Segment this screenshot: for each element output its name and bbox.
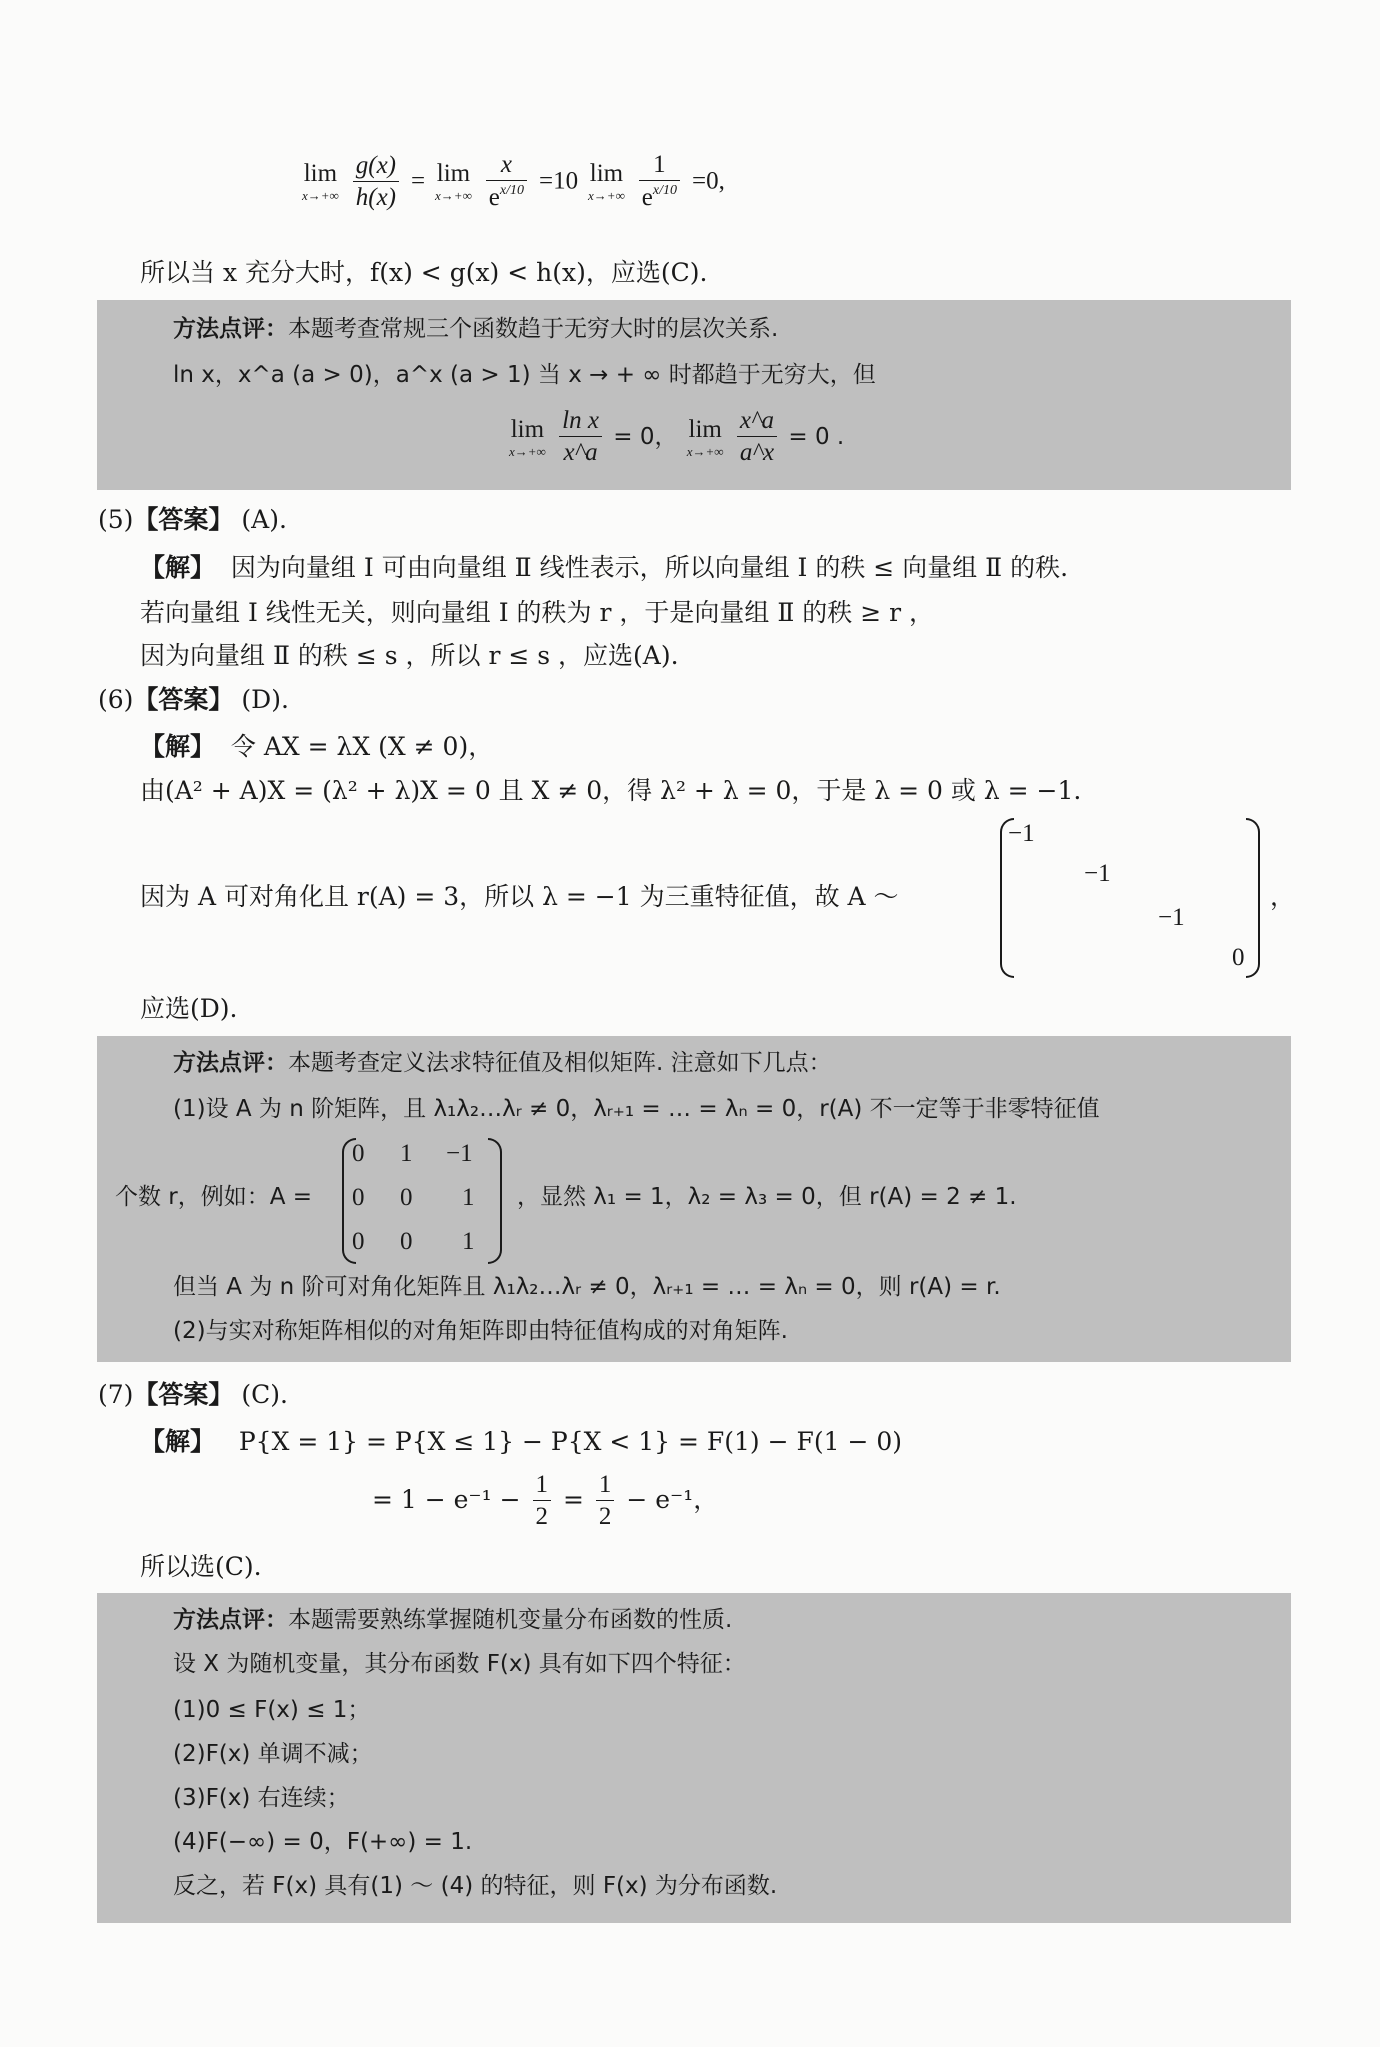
comment-line: (2)F(x) 单调不减； xyxy=(173,1741,373,1767)
comment-title: 方法点评：本题考查定义法求特征值及相似矩阵. 注意如下几点： xyxy=(173,1050,832,1076)
lim-operator: lim x→+∞ xyxy=(435,160,472,204)
comment-title: 方法点评：本题需要熟练掌握随机变量分布函数的性质. xyxy=(173,1607,733,1633)
q6-solution-line-1: 【解】 令 AX = λX (X ≠ 0)， xyxy=(140,732,494,761)
formula-limit-ratio xyxy=(300,152,725,212)
lim-operator: lim x→+∞ xyxy=(302,160,339,204)
comment-example-suffix: ，显然 λ₁ = 1，λ₂ = λ₃ = 0，但 r(A) = 2 ≠ 1. xyxy=(517,1184,1017,1210)
q5-solution-line-3: 因为向量组 Ⅱ 的秩 ≤ s ，所以 r ≤ s ，应选(A). xyxy=(140,641,679,670)
comment-line: (3)F(x) 右连续； xyxy=(173,1785,350,1811)
comment-line: (4)F(−∞) = 0，F(+∞) = 1. xyxy=(173,1829,473,1855)
fraction-x-over-exp: $\frac{x}{e^{x/10}}$ xyxy=(486,152,527,212)
comment-line: (1)0 ≤ F(x) ≤ 1； xyxy=(173,1697,371,1723)
trailing-comma: ， xyxy=(1270,882,1296,911)
fraction-one-over-exp: $\frac{1}{e^{x/10}}$ xyxy=(639,152,680,212)
q7-solution-line-3: 所以选(C). xyxy=(140,1552,262,1581)
comment-box-2 xyxy=(97,1036,1291,1362)
diagonal-matrix: −1 −1 −1 0 xyxy=(1000,818,1260,976)
q7-solution-line-2: = 1 − e⁻¹ − $\frac{1}{2}$ = $\frac{1}{2}$ − e⁻¹， xyxy=(372,1471,719,1531)
q6-answer: (6)【答案】 (D). xyxy=(98,685,289,714)
comment-line: ln x，x^a (a > 0)，a^x (a > 1) 当 x → + ∞ 时都趋于无穷大，但 xyxy=(173,362,876,388)
comment-box-1 xyxy=(97,300,1291,490)
comment-title: 方法点评：本题考查常规三个函数趋于无穷大时的层次关系. xyxy=(173,316,779,342)
equals-sign: = xyxy=(410,167,426,195)
comment-line: 但当 A 为 n 阶可对角化矩阵且 λ₁λ₂…λᵣ ≠ 0，λᵣ₊₁ = … = λₙ = 0，则 r(A) = r. xyxy=(173,1274,1001,1300)
q5-solution-line-2: 若向量组 Ⅰ 线性无关，则向量组 Ⅰ 的秩为 r ，于是向量组 Ⅱ 的秩 ≥ r ， xyxy=(140,598,935,627)
q7-answer: (7)【答案】 (C). xyxy=(98,1380,288,1409)
comment-line: 反之，若 F(x) 具有(1) ～ (4) 的特征，则 F(x) 为分布函数. xyxy=(173,1873,778,1899)
comment-line: 设 X 为随机变量，其分布函数 F(x) 具有如下四个特征： xyxy=(173,1651,746,1677)
conclusion-line: 所以当 x 充分大时，f(x) < g(x) < h(x)，应选(C). xyxy=(140,258,708,287)
q7-solution-line-1: 【解】 P{X = 1} = P{X ≤ 1} − P{X < 1} = F(1) − F(1 − 0) xyxy=(140,1427,903,1456)
example-matrix: 0 1 −1 0 0 1 0 0 1 xyxy=(342,1138,502,1262)
q6-solution-line-3: 因为 A 可对角化且 r(A) = 3，所以 λ = −1 为三重特征值，故 A ～ xyxy=(140,882,899,911)
q6-solution-line-4: 应选(D). xyxy=(140,994,238,1023)
q5-solution-line-1: 【解】 因为向量组 Ⅰ 可由向量组 Ⅱ 线性表示，所以向量组 Ⅰ 的秩 ≤ 向量组 Ⅱ 的秩. xyxy=(140,553,1069,582)
fraction-g-over-h: $\frac{g(x)}{h(x)}$ xyxy=(353,153,399,212)
comment-example-prefix: 个数 r，例如：A = xyxy=(115,1184,313,1210)
limit-pair-formula: lim x→+∞ $\frac{\text{ln x}}{x\^{}a}$ = 0， lim x→+∞ $\frac{x\^{}a}{a\^{}x}$ = 0 . xyxy=(509,407,845,467)
equals-zero: =0, xyxy=(691,167,725,195)
lim-operator: lim x→+∞ xyxy=(588,160,625,204)
q5-answer: (5)【答案】 (A). xyxy=(98,505,287,534)
equals-ten: =10 xyxy=(538,167,579,195)
q6-solution-line-2: 由(A² + A)X = (λ² + λ)X = 0 且 X ≠ 0，得 λ² + λ = 0，于是 λ = 0 或 λ = −1. xyxy=(140,776,1082,805)
comment-line: (2)与实对称矩阵相似的对角矩阵即由特征值构成的对角矩阵. xyxy=(173,1318,788,1344)
comment-box-3 xyxy=(97,1593,1291,1923)
comment-line: (1)设 A 为 n 阶矩阵，且 λ₁λ₂…λᵣ ≠ 0，λᵣ₊₁ = … = λₙ = 0，r(A) 不一定等于非零特征值 xyxy=(173,1096,1100,1122)
